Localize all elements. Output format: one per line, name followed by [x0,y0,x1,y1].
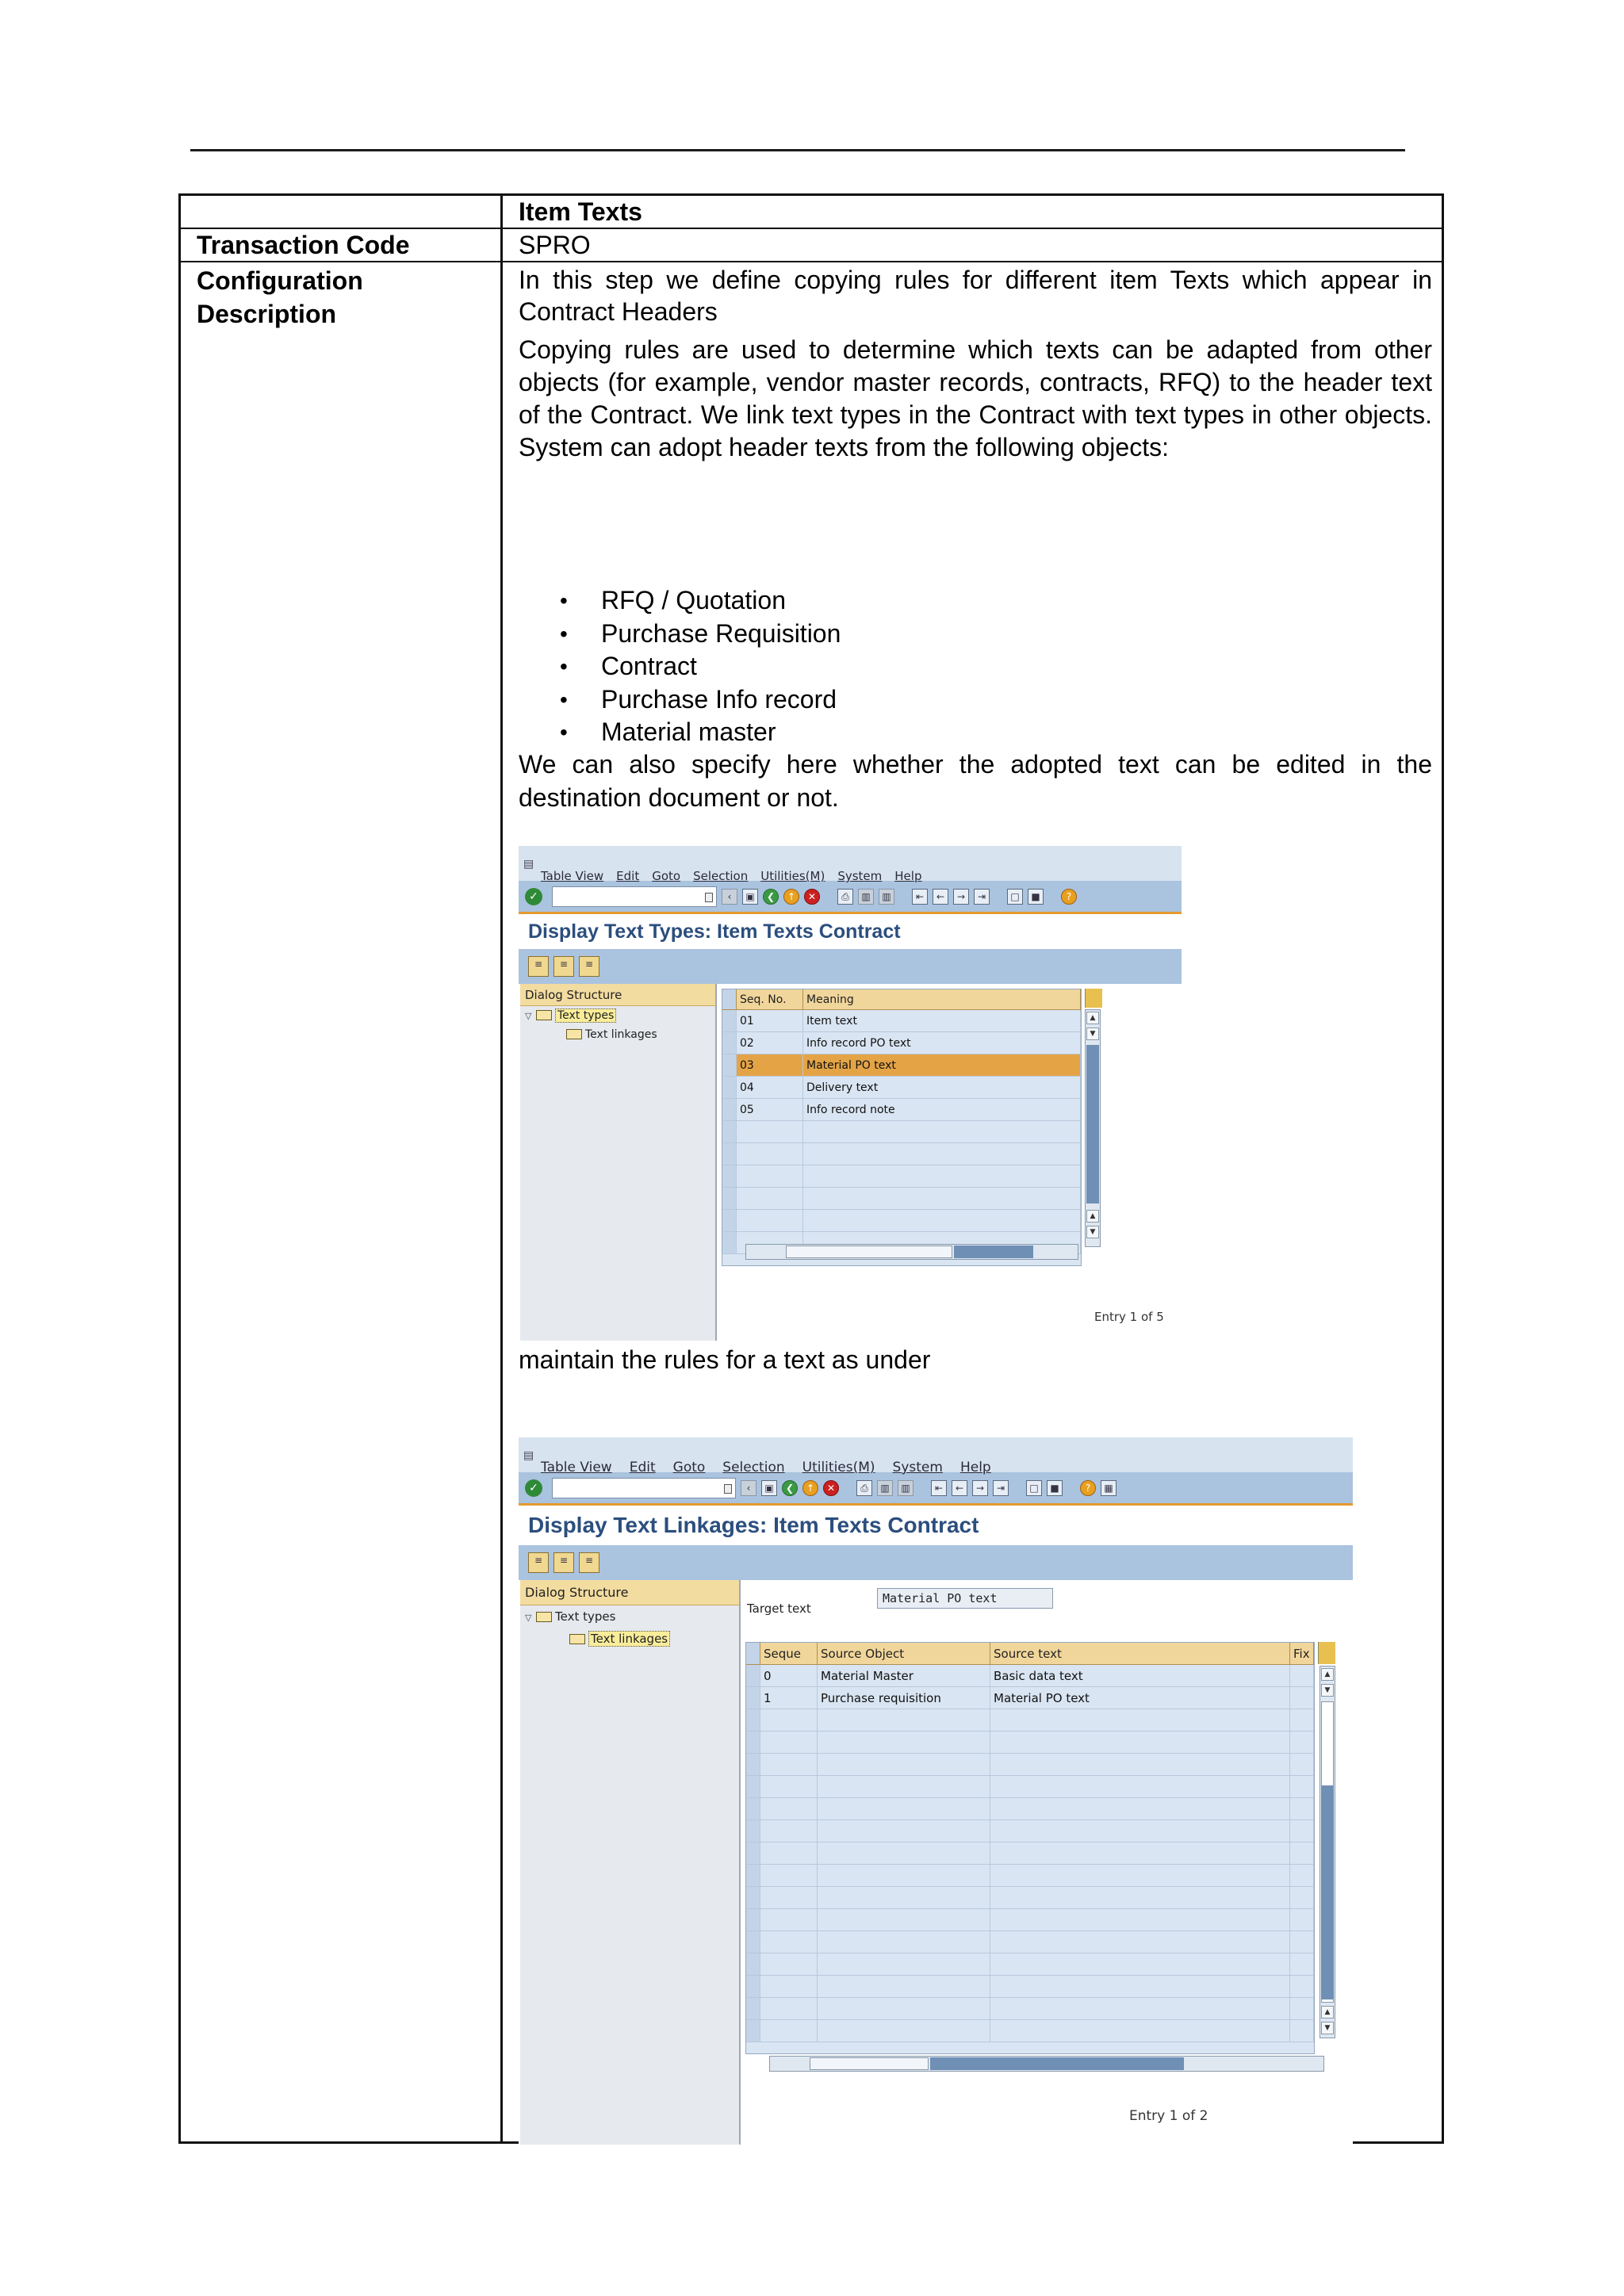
grid-header [746,1643,1314,1665]
h-scroll-track [786,1246,952,1258]
col-header-seq[interactable]: Seque [760,1643,818,1664]
print-icon[interactable]: ⎙ [837,889,853,905]
details-icon[interactable]: ≡ [528,1552,549,1573]
row-selector[interactable] [746,1776,760,1797]
cell-seq [760,1865,818,1886]
cell-seq [760,2020,818,2042]
cell-fix-checkbox[interactable] [1290,1843,1314,1864]
menu-utilities[interactable]: Utilities(M) [802,1460,875,1475]
table-settings-icon[interactable] [1085,989,1102,1008]
row-selector[interactable] [722,1054,737,1076]
bullet-item [560,650,841,683]
cell-source-object: Purchase requisition [818,1687,990,1709]
cell-source-text [990,1931,1290,1953]
folder-icon [566,1029,582,1039]
cell-fix-checkbox[interactable] [1290,1798,1314,1820]
cell-seq: 02 [737,1032,803,1054]
row-selector[interactable] [746,2020,760,2042]
col-header-meaning[interactable]: Meaning [803,989,1081,1009]
menu-system[interactable]: System [837,869,883,883]
scroll-thumb[interactable] [1321,1785,1334,1999]
tcode-label: Transaction Code [181,229,503,261]
cell-meaning [803,1210,1081,1231]
cell-seq: 03 [737,1054,803,1076]
application-toolbar [519,1545,1353,1580]
cell-seq [760,1954,818,1975]
row-selector[interactable] [746,1909,760,1931]
config-label-line1: Configuration [197,266,363,295]
shortcut-icon[interactable]: ■ [1028,889,1044,905]
previous-page-icon[interactable]: ← [952,1480,967,1496]
save-icon[interactable]: ▣ [761,1480,777,1496]
menu-goto[interactable]: Goto [652,869,681,883]
cell-source-text [990,2020,1290,2042]
menu-edit[interactable]: Edit [629,1460,656,1475]
scroll-thumb[interactable] [1086,1045,1099,1203]
cell-source-text: Basic data text [990,1665,1290,1686]
layout-menu-icon[interactable]: ▦ [1101,1480,1116,1496]
cell-seq [760,1776,818,1797]
bullet-item [560,716,841,749]
table-row[interactable] [746,1798,1314,1820]
command-field[interactable] [552,886,717,907]
cell-seq [760,1798,818,1820]
table-row[interactable] [746,1909,1314,1931]
row-selector[interactable] [746,1931,760,1953]
screen-title: Display Text Linkages: Item Texts Contract [519,1506,1353,1545]
cell-fix-checkbox[interactable] [1290,1776,1314,1797]
back-nav-icon[interactable]: ‹ [741,1480,756,1496]
cell-source-object [818,1820,990,1842]
cell-fix-checkbox[interactable] [1290,1887,1314,1908]
table-row[interactable] [746,1998,1314,2020]
entry-counter: Entry 1 of 5 [1094,1310,1164,1324]
menu-selection[interactable]: Selection [693,869,749,883]
sap-screenshot-text-linkages [519,1437,1353,2145]
cell-seq [737,1165,803,1187]
table-row[interactable] [722,1054,1081,1077]
col-header-source-text[interactable]: Source text [990,1643,1290,1664]
menu-help[interactable]: Help [894,869,922,883]
cell-source-text [990,1754,1290,1775]
cell-fix-checkbox[interactable] [1290,1687,1314,1709]
row-selector[interactable] [746,1709,760,1731]
cell-meaning [803,1188,1081,1209]
cancel-icon[interactable]: ✕ [823,1480,839,1496]
table-row-title [181,196,1442,228]
cell-fix-checkbox[interactable] [1290,1709,1314,1731]
cell-source-text [990,1776,1290,1797]
row-selector[interactable] [722,1143,737,1165]
cell-seq [760,1976,818,1997]
row-selector[interactable] [746,1865,760,1886]
row-selector[interactable] [746,1887,760,1908]
find-next-icon[interactable]: ▥ [879,889,894,905]
sap-screenshot-text-types [519,846,1182,1341]
cell-seq: 0 [760,1665,818,1686]
deselect-all-icon[interactable]: ≡ [579,956,599,977]
cell-fix-checkbox[interactable] [1290,1909,1314,1931]
cell-source-text [990,1865,1290,1886]
previous-page-icon[interactable]: ← [933,889,948,905]
cell-fix-checkbox[interactable] [1290,2020,1314,2042]
sap-body [519,1580,1353,2145]
table-row[interactable] [746,1687,1314,1709]
system-menu-icon[interactable]: ▤ [523,858,534,871]
bullet-item [560,618,841,651]
cell-source-text [990,1820,1290,1842]
cell-source-text [990,1732,1290,1753]
row-selector[interactable] [746,1976,760,1997]
row-selector[interactable] [722,1210,737,1231]
cell-seq [737,1188,803,1209]
tree-node-text-linkages[interactable]: Text linkages [520,1628,739,1650]
cell-fix-checkbox[interactable] [1290,1732,1314,1753]
print-icon[interactable]: ⎙ [856,1480,872,1496]
row-selector[interactable] [746,1954,760,1975]
bullet-text: Purchase Info record [601,684,837,714]
title-label-cell [181,196,503,228]
config-table [178,193,1444,2144]
cell-source-object [818,1931,990,1953]
cell-meaning: Material PO text [803,1054,1081,1076]
system-menu-icon[interactable]: ▤ [523,1449,534,1462]
cell-source-object [818,1998,990,2019]
table-row[interactable] [746,1754,1314,1776]
tree-node-text-types[interactable]: ▽ Text types [520,1006,715,1025]
last-page-icon[interactable]: ⇥ [974,889,990,905]
table-row[interactable] [722,1210,1081,1232]
select-all-icon[interactable]: ≡ [553,1552,574,1573]
row-selector[interactable] [746,1754,760,1775]
target-text-field[interactable]: Material PO text [877,1588,1053,1609]
expand-icon[interactable]: ▽ [525,1011,532,1021]
cell-source-object [818,1843,990,1864]
scroll-pgup-icon[interactable]: ▼ [1086,1027,1099,1040]
command-field[interactable] [552,1478,736,1498]
dialog-structure-pane [520,1580,741,2145]
enter-check-icon[interactable]: ✓ [525,888,542,905]
cell-seq [760,1820,818,1842]
vertical-scrollbar[interactable] [1320,1666,1335,2038]
cell-source-object [818,1909,990,1931]
cell-source-text [990,1709,1290,1731]
first-page-icon[interactable]: ⇤ [912,889,928,905]
bullet-item [560,584,841,618]
table-row[interactable] [746,1931,1314,1954]
select-all-cell[interactable] [722,989,737,1009]
table-settings-icon[interactable] [1318,1642,1335,1664]
vertical-scrollbar[interactable] [1085,1009,1101,1247]
table-row[interactable] [746,1976,1314,1998]
bullet-text: Purchase Requisition [601,618,841,648]
col-header-seq[interactable]: Seq. No. [737,989,803,1009]
cancel-icon[interactable]: ✕ [804,889,820,905]
expand-icon[interactable]: ▽ [525,1613,532,1623]
cell-source-object [818,1732,990,1753]
paragraph-3: We can also specify here whether the adopted text can be edited in the destination document or not. [519,750,1432,812]
help-icon[interactable]: ? [1061,889,1077,905]
cell-meaning [803,1121,1081,1142]
table-row[interactable] [746,1709,1314,1732]
bullet-dot: • [560,588,568,613]
cell-seq [760,1754,818,1775]
select-all-cell[interactable] [746,1643,760,1664]
help-icon[interactable]: ? [1080,1480,1096,1496]
new-session-icon[interactable]: □ [1026,1480,1042,1496]
cell-source-object [818,2020,990,2042]
next-page-icon[interactable]: → [953,889,969,905]
folder-open-icon [569,1634,585,1644]
next-page-icon[interactable]: → [972,1480,988,1496]
menu-selection[interactable]: Selection [722,1460,785,1475]
scroll-pgdn-icon[interactable]: ▲ [1086,1210,1099,1223]
bullet-text: RFQ / Quotation [601,586,786,614]
target-text-label: Target text [747,1601,811,1616]
table-row-config [181,261,1442,2141]
scroll-pgdn-icon[interactable]: ▲ [1321,2006,1334,2019]
cell-source-text: Material PO text [990,1687,1290,1709]
table-row[interactable] [722,1010,1081,1032]
dialog-structure-pane [520,984,717,1341]
cell-meaning [803,1165,1081,1187]
cell-source-object [818,1976,990,1997]
cell-source-object [818,1776,990,1797]
folder-open-icon [536,1010,552,1020]
row-selector[interactable] [722,1032,737,1054]
scroll-up-icon[interactable]: ▲ [1321,1668,1334,1681]
cell-source-object [818,1709,990,1731]
cell-fix-checkbox[interactable] [1290,1931,1314,1953]
find-next-icon[interactable]: ▥ [898,1480,914,1496]
row-selector[interactable] [722,1099,737,1120]
row-selector[interactable] [746,1798,760,1820]
paragraph-2: Copying rules are used to determine which texts can be adapted from other objects (for example, vendor master records, contracts, RFQ) to the header text of the Contract. We link text types in the Contract with text types in other objects. System can adopt header texts from the following objects: [519,335,1432,461]
cell-source-object [818,1798,990,1820]
cell-fix-checkbox[interactable] [1290,1754,1314,1775]
scroll-up-icon[interactable]: ▲ [1086,1012,1099,1024]
cell-seq: 04 [737,1077,803,1098]
cell-source-text [990,1954,1290,1975]
paragraph-4: maintain the rules for a text as under [519,1345,931,1374]
menu-table-view[interactable]: Table View [541,1460,612,1475]
bullet-item [560,683,841,717]
entry-counter: Entry 1 of 2 [1129,2108,1208,2124]
screen-title: Display Text Types: Item Texts Contract [519,914,1182,949]
last-page-icon[interactable]: ⇥ [993,1480,1009,1496]
bullet-dot: • [560,621,568,646]
cell-meaning [803,1143,1081,1165]
bullet-text: Material master [601,718,776,746]
cell-source-text [990,1976,1290,1997]
cell-source-text [990,1998,1290,2019]
row-selector[interactable] [746,1843,760,1864]
row-selector[interactable] [722,1165,737,1187]
row-selector[interactable] [722,1188,737,1209]
cell-seq [760,1909,818,1931]
find-icon[interactable]: ▥ [858,889,874,905]
exit-icon[interactable]: ↑ [802,1480,818,1496]
tree-node-text-types[interactable]: ▽ Text types [520,1605,739,1628]
row-selector[interactable] [746,1820,760,1842]
tree-node-text-linkages[interactable]: Text linkages [520,1025,715,1044]
back-nav-icon[interactable]: ‹ [722,889,737,905]
row-selector[interactable] [722,1077,737,1098]
bullet-text: Contract [601,652,697,680]
shortcut-icon[interactable]: ■ [1047,1480,1063,1496]
tcode-value: SPRO [519,231,591,259]
paragraph-1: In this step we define copying rules for different item Texts which appear in Contract Headers [519,266,1432,326]
details-icon[interactable]: ≡ [528,956,549,977]
bullet-dot: • [560,687,568,712]
cell-meaning: Item text [803,1010,1081,1031]
text-types-grid [722,989,1082,1266]
grid-rows [746,1665,1314,2042]
h-scroll-thumb[interactable] [954,1246,1033,1258]
application-toolbar [519,949,1182,984]
back-icon[interactable]: ❮ [782,1480,798,1496]
row-selector[interactable] [722,1121,737,1142]
cell-source-text [990,1909,1290,1931]
table-row[interactable] [746,1887,1314,1909]
table-row[interactable] [722,1143,1081,1165]
cell-fix-checkbox[interactable] [1290,1820,1314,1842]
cell-source-object: Material Master [818,1665,990,1686]
cell-seq [760,1732,818,1753]
table-row[interactable] [746,1820,1314,1843]
h-scroll-thumb[interactable] [930,2057,1184,2070]
table-row[interactable] [722,1165,1081,1188]
cell-seq [737,1143,803,1165]
cell-seq [760,1709,818,1731]
table-row[interactable] [746,1776,1314,1798]
dialog-structure-header: Dialog Structure [520,1580,739,1605]
sap-body [519,984,1182,1341]
table-row[interactable] [746,1732,1314,1754]
menu-goto[interactable]: Goto [672,1460,706,1475]
find-icon[interactable]: ▥ [877,1480,893,1496]
cell-fix-checkbox[interactable] [1290,1665,1314,1686]
cell-seq [737,1121,803,1142]
dialog-structure-header: Dialog Structure [520,984,715,1006]
table-row[interactable] [722,1121,1081,1143]
menu-help[interactable]: Help [959,1460,991,1475]
scroll-down-icon[interactable]: ▼ [1321,2022,1334,2034]
table-row[interactable] [722,1077,1081,1099]
cell-seq: 01 [737,1010,803,1031]
config-label-line2: Description [197,300,337,328]
menu-utilities[interactable]: Utilities(M) [760,869,825,883]
folder-icon [536,1612,552,1622]
exit-icon[interactable]: ↑ [783,889,799,905]
h-scroll-track [810,2057,929,2070]
cell-fix-checkbox[interactable] [1290,1998,1314,2019]
table-row[interactable] [722,1188,1081,1210]
table-row[interactable] [746,1665,1314,1687]
cell-seq: 05 [737,1099,803,1120]
cell-seq: 1 [760,1687,818,1709]
horizontal-scrollbar[interactable] [769,2056,1324,2072]
title-value: Item Texts [519,197,642,226]
table-row[interactable] [746,1954,1314,1976]
bullet-list [560,584,841,749]
grid-rows [722,1010,1081,1254]
grid-header [722,989,1081,1010]
cell-fix-checkbox[interactable] [1290,1976,1314,1997]
sap-menubar [519,846,1182,881]
cell-fix-checkbox[interactable] [1290,1865,1314,1886]
menu-edit[interactable]: Edit [616,869,640,883]
scroll-pgup-icon[interactable]: ▼ [1321,1684,1334,1697]
cell-seq [760,1843,818,1864]
menu-table-view[interactable]: Table View [541,869,604,883]
cell-source-object [818,1865,990,1886]
cell-source-object [818,1954,990,1975]
cell-source-text [990,1843,1290,1864]
row-selector[interactable] [722,1232,737,1253]
cell-meaning: Info record note [803,1099,1081,1120]
row-selector[interactable] [746,1687,760,1709]
table-row[interactable] [722,1032,1081,1054]
cell-meaning: Delivery text [803,1077,1081,1098]
col-header-source-object[interactable]: Source Object [818,1643,990,1664]
row-selector[interactable] [722,1010,737,1031]
cell-source-object [818,1754,990,1775]
deselect-all-icon[interactable]: ≡ [579,1552,599,1573]
select-all-icon[interactable]: ≡ [553,956,574,977]
col-header-fix[interactable]: Fix [1290,1643,1314,1664]
cell-source-text [990,1887,1290,1908]
cell-seq [760,1931,818,1953]
table-row[interactable] [746,1865,1314,1887]
sap-menubar [519,1437,1353,1475]
cell-seq [760,1998,818,2019]
back-icon[interactable]: ❮ [763,889,779,905]
cell-seq [737,1210,803,1231]
table-row[interactable] [746,2020,1314,2042]
save-icon[interactable]: ▣ [742,889,758,905]
menu-system[interactable]: System [892,1460,943,1475]
cell-seq [760,1887,818,1908]
cell-fix-checkbox[interactable] [1290,1954,1314,1975]
table-row[interactable] [722,1099,1081,1121]
text-linkages-grid [745,1642,1315,2054]
table-row[interactable] [746,1843,1314,1865]
config-label [181,262,503,2141]
scroll-down-icon[interactable]: ▼ [1086,1226,1099,1238]
enter-check-icon[interactable]: ✓ [525,1479,542,1497]
table-row-tcode [181,228,1442,261]
first-page-icon[interactable]: ⇤ [931,1480,947,1496]
row-selector[interactable] [746,1998,760,2019]
horizontal-scrollbar[interactable] [745,1244,1078,1260]
bullet-dot: • [560,654,568,679]
new-session-icon[interactable]: □ [1007,889,1023,905]
header-rule [190,149,1405,151]
config-content [503,262,1442,2141]
row-selector[interactable] [746,1732,760,1753]
cell-source-object [818,1887,990,1908]
row-selector[interactable] [746,1665,760,1686]
cell-source-text [990,1798,1290,1820]
bullet-dot: • [560,720,568,744]
cell-meaning: Info record PO text [803,1032,1081,1054]
